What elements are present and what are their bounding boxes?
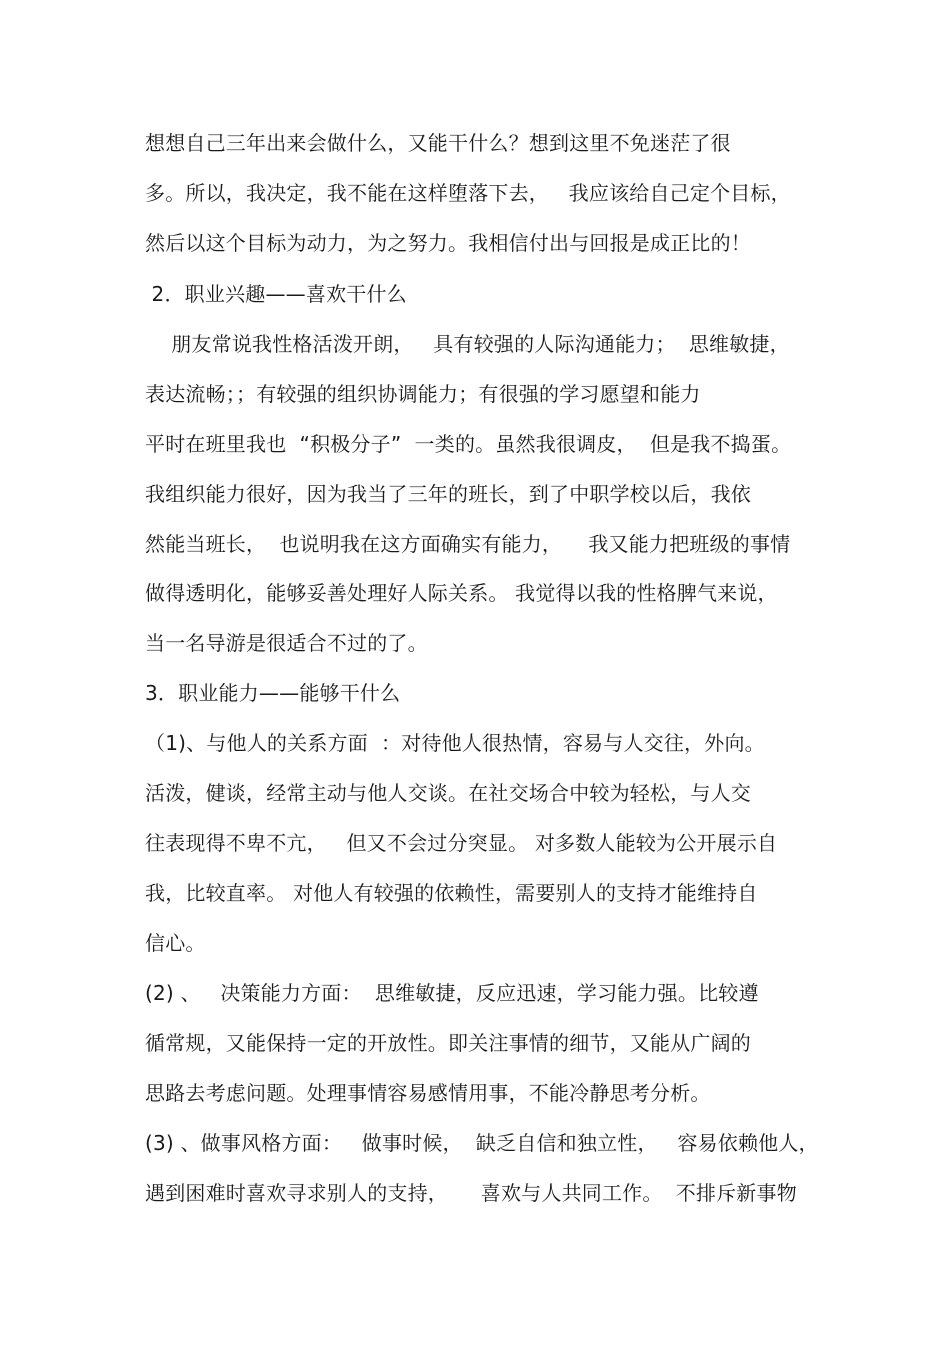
body-text-line: (3) 、做事风格方面： 做事时候， 缺乏自信和独立性， 容易依赖他人， bbox=[145, 1131, 819, 1155]
body-text-line: 活泼，健谈，经常主动与他人交谈。在社交场合中较为轻松，与人交 bbox=[145, 781, 751, 805]
body-text-line: 思路去考虑问题。处理事情容易感情用事，不能冷静思考分析。 bbox=[145, 1081, 711, 1105]
section-heading-career-interest: 2．职业兴趣——喜欢干什么 bbox=[145, 282, 407, 306]
body-text-line: （1)、与他人的关系方面 ：对待他人很热情，容易与人交往，外向。 bbox=[145, 731, 765, 755]
body-text-line: 想想自己三年出来会做什么，又能干什么？想到这里不免迷茫了很 bbox=[145, 131, 731, 155]
body-text-line: 我组织能力很好，因为我当了三年的班长，到了中职学校以后，我依 bbox=[145, 482, 751, 506]
body-text-line: 当一名导游是很适合不过的了。 bbox=[145, 631, 428, 655]
body-text-line: 然后以这个目标为动力，为之努力。我相信付出与回报是成正比的！ bbox=[145, 231, 751, 255]
body-text-line: 多。所以，我决定，我不能在这样堕落下去， 我应该给自己定个目标， bbox=[145, 181, 791, 205]
section-heading-career-ability: 3．职业能力——能够干什么 bbox=[145, 681, 401, 705]
body-text-line: 朋友常说我性格活泼开朗， 具有较强的人际沟通能力； 思维敏捷， bbox=[145, 332, 790, 356]
body-text-line: 平时在班里我也 “积极分子” 一类的。虽然我很调皮， 但是我不捣蛋。 bbox=[145, 432, 792, 456]
body-text-line: 往表现得不卑不亢， 但又不会过分突显。 对多数人能较为公开展示自 bbox=[145, 831, 778, 855]
body-text-line: 然能当班长， 也说明我在这方面确实有能力， 我又能力把班级的事情 bbox=[145, 532, 791, 556]
body-text-line: 遇到困难时喜欢寻求别人的支持， 喜欢与人共同工作。 不排斥新事物 bbox=[145, 1181, 797, 1205]
body-text-line: 我，比较直率。 对他人有较强的依赖性，需要别人的支持才能维持自 bbox=[145, 881, 758, 905]
body-text-line: 做得透明化，能够妥善处理好人际关系。 我觉得以我的性格脾气来说， bbox=[145, 581, 778, 605]
body-text-line: 表达流畅；；有较强的组织协调能力；有很强的学习愿望和能力 bbox=[145, 382, 701, 406]
body-text-line: 信心。 bbox=[145, 931, 206, 955]
body-text-line: 循常规，又能保持一定的开放性。即关注事情的细节，又能从广阔的 bbox=[145, 1031, 751, 1055]
body-text-line: (2) 、 决策能力方面： 思维敏捷，反应迅速，学习能力强。比较遵 bbox=[145, 981, 759, 1005]
